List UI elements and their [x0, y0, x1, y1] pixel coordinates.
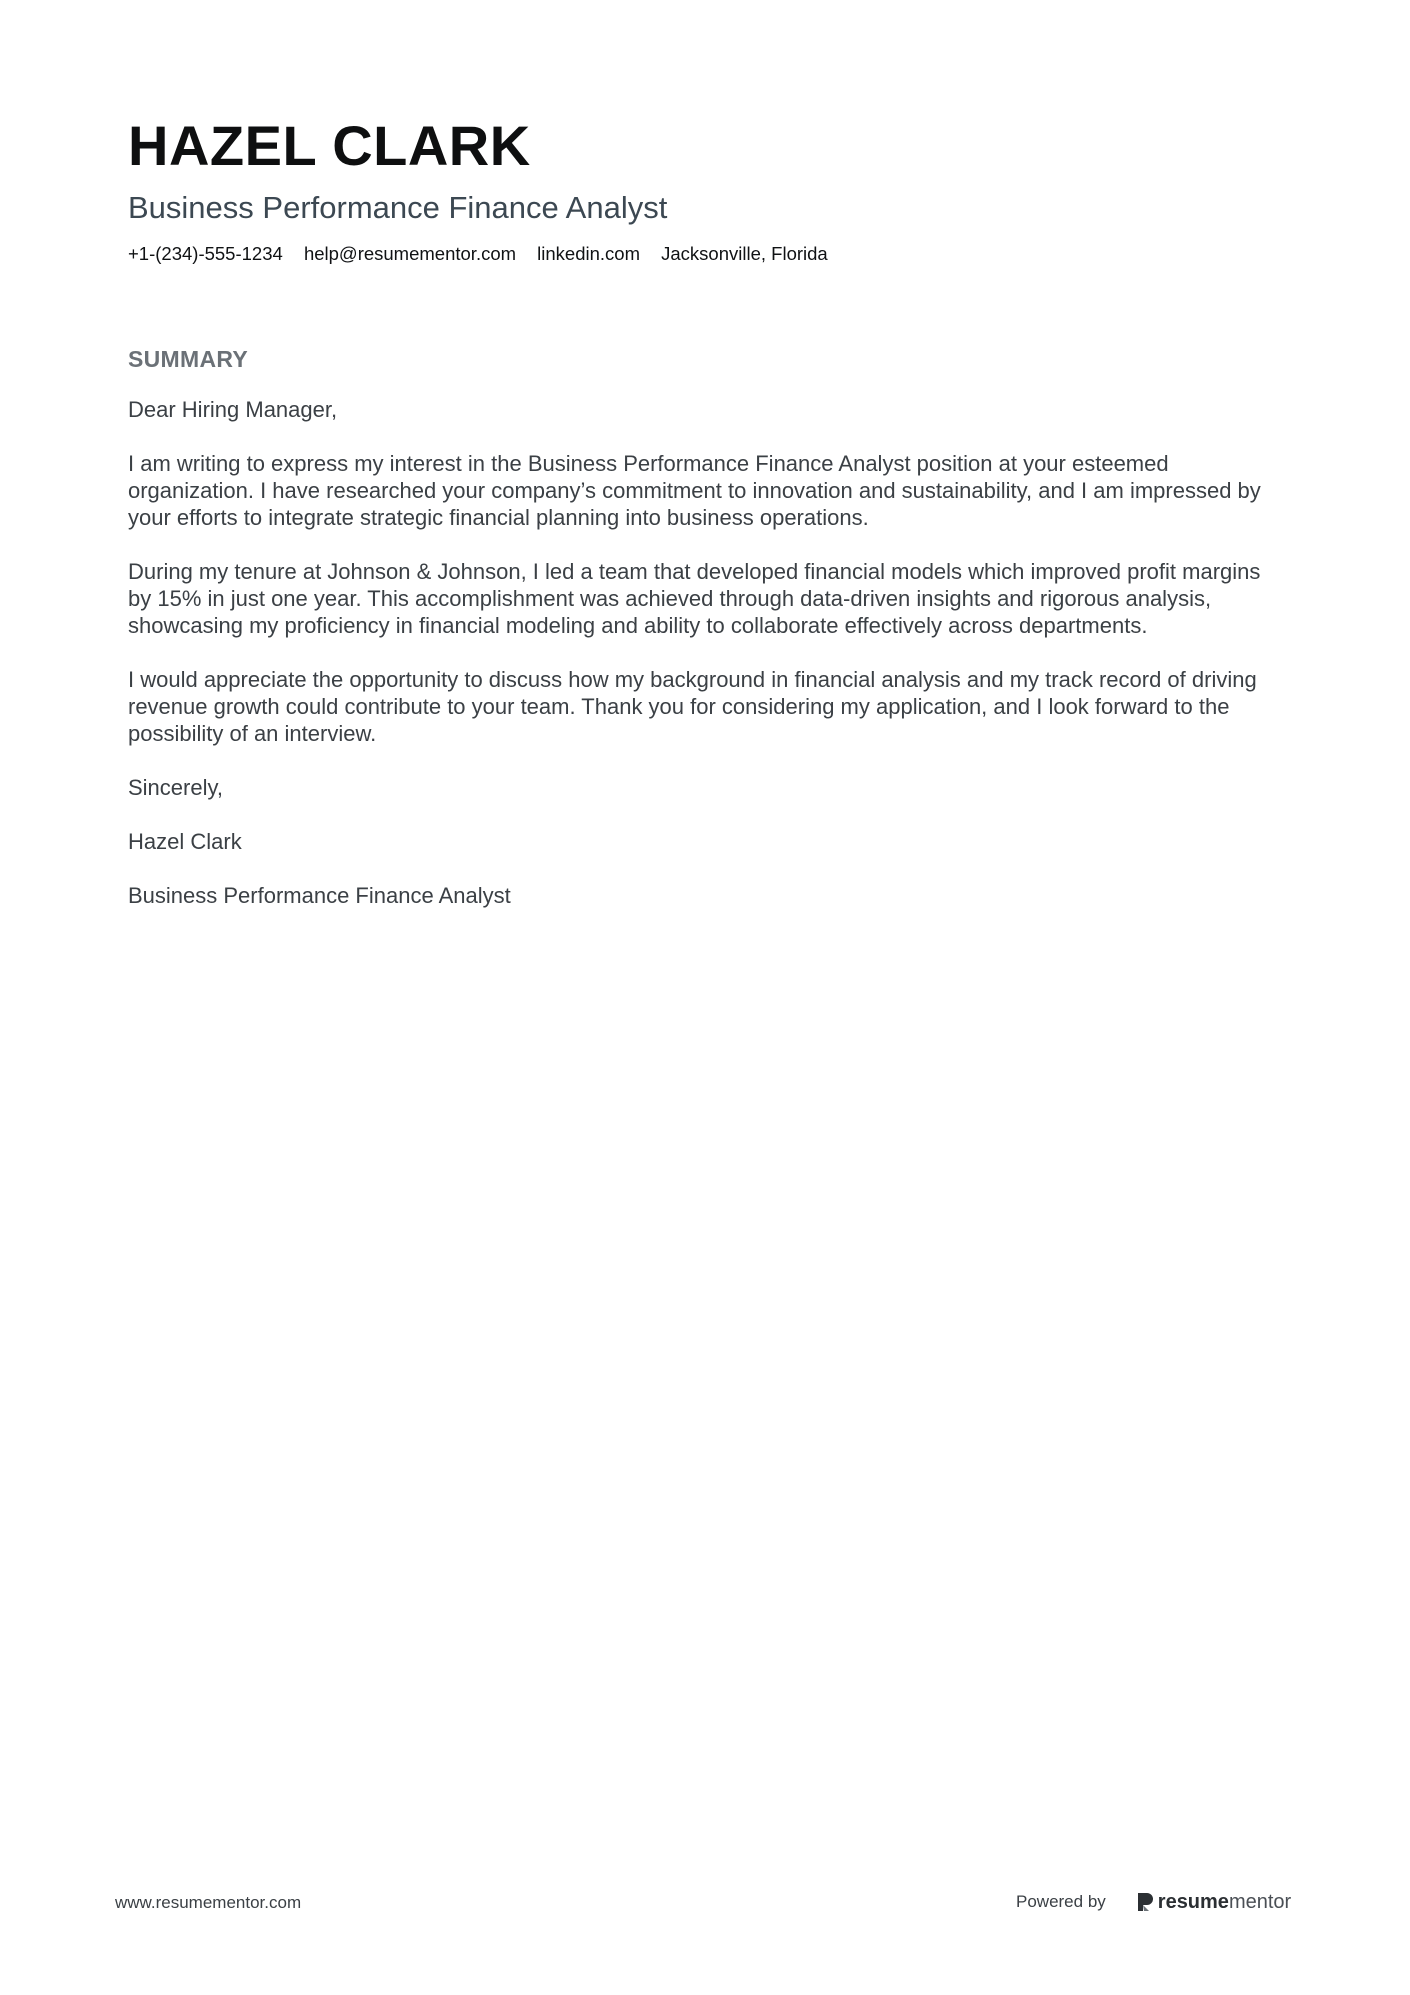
- body-paragraph: During my tenure at Johnson & Johnson, I led a team that developed financial models which improved profit margins by 15% in just one year. This accomplishment was achieved through data-driven insights and rigorous analysis, showcasing my proficiency in financial modeling and ability to collaborate effectively across departments.: [128, 559, 1261, 638]
- candidate-title: Business Performance Finance Analyst: [128, 190, 668, 225]
- signature-title: Business Performance Finance Analyst: [128, 883, 511, 908]
- contact-line: [128, 242, 1278, 266]
- candidate-name: HAZEL CLARK: [128, 114, 531, 177]
- powered-by-label: Powered by: [1016, 1892, 1106, 1911]
- logo-text-mentor: mentor: [1228, 1890, 1292, 1913]
- salutation: Dear Hiring Manager,: [128, 397, 338, 422]
- contact-linkedin: linkedin.com: [537, 243, 640, 264]
- logo-text-resume: resume: [1157, 1890, 1229, 1913]
- header: [128, 112, 1278, 266]
- resumementor-logo-icon: [1136, 1892, 1154, 1912]
- contact-location: Jacksonville, Florida: [661, 243, 828, 264]
- closing: Sincerely,: [128, 775, 223, 800]
- resumementor-logo[interactable]: [1136, 1891, 1291, 1914]
- body-paragraph: I would appreciate the opportunity to discuss how my background in financial analysis and my track record of driving revenue growth could contribute to your team. Thank you for considering my application, and I look forward to the possibility of an interview.: [128, 667, 1257, 746]
- footer-branding: [1016, 1884, 1291, 1920]
- body-paragraph: I am writing to express my interest in the Business Performance Finance Analyst position at your esteemed organization. I have researched your company’s commitment to innovation and sustainability, and I am impressed by your efforts to integrate strategic financial planning into business operations.: [128, 451, 1261, 530]
- section-heading-summary: SUMMARY: [128, 346, 249, 372]
- summary-section: [128, 344, 1288, 936]
- contact-email: help@resumementor.com: [303, 243, 517, 264]
- footer-website[interactable]: www.resumementor.com: [115, 1893, 302, 1912]
- signature-name: Hazel Clark: [128, 829, 242, 854]
- contact-phone: +1-(234)-555-1234: [128, 243, 283, 264]
